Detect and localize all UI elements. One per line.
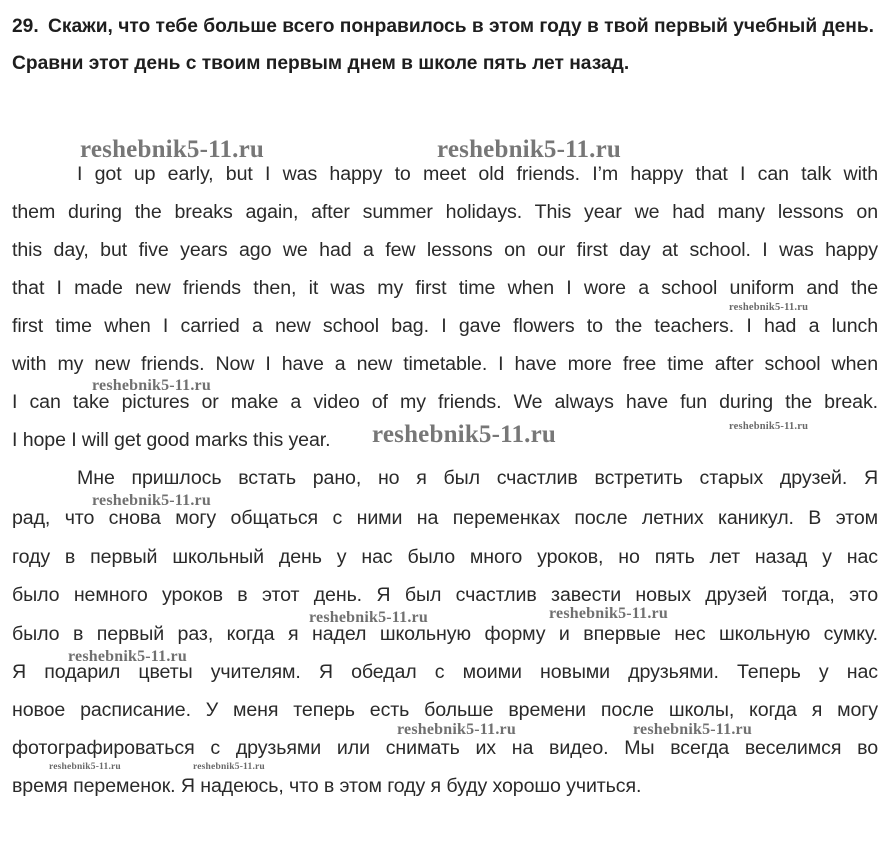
english-line-6: with my new friends. Now I have a new timetable. I have more free time after school when [12, 353, 878, 375]
russian-line-3: году в первый школьный день у нас было много уроков, но пять лет назад у нас [12, 546, 878, 568]
watermark: reshebnik5-11.ru [633, 721, 752, 738]
watermark: reshebnik5-11.ru [549, 605, 668, 622]
watermark: reshebnik5-11.ru [92, 492, 211, 509]
english-line-4: that I made new friends then, it was my first time when I wore a school uniform and the [12, 277, 878, 299]
russian-line-4: было немного уроков в этот день. Я был счастлив завести новых друзей тогда, это [12, 584, 878, 606]
watermark: reshebnik5-11.ru [68, 648, 187, 665]
watermark: reshebnik5-11.ru [437, 136, 622, 163]
russian-line-1: Мне пришлось встать рано, но я был счастлив встретить старых друзей. Я [77, 467, 878, 489]
watermark: reshebnik5-11.ru [372, 421, 557, 448]
watermark: reshebnik5-11.ru [193, 762, 265, 772]
watermark: reshebnik5-11.ru [729, 421, 809, 432]
english-line-7: I can take pictures or make a video of my friends. We always have fun during the break. [12, 391, 878, 413]
russian-line-9: время переменок. Я надеюсь, что в этом году я буду хорошо учиться. [12, 775, 642, 797]
task-heading [12, 8, 880, 82]
russian-line-8: фотографироваться с друзьями или снимать их на видео. Мы всегда веселимся во [12, 737, 878, 759]
watermark: reshebnik5-11.ru [397, 721, 516, 738]
english-line-5: first time when I carried a new school bag. I gave flowers to the teachers. I had a lunch [12, 315, 878, 337]
watermark: reshebnik5-11.ru [49, 762, 121, 772]
russian-line-6: Я подарил цветы учителям. Я обедал с моими новыми друзьями. Теперь у нас [12, 661, 878, 683]
task-number: 29. [12, 16, 39, 37]
watermark: reshebnik5-11.ru [729, 302, 809, 313]
english-line-3: this day, but five years ago we had a few lessons on our first day at school. I was happy [12, 239, 878, 261]
english-line-2: them during the breaks again, after summer holidays. This year we had many lessons on [12, 201, 878, 223]
watermark: reshebnik5-11.ru [80, 136, 265, 163]
russian-line-2: рад, что снова могу общаться с ними на переменках после летних каникул. В этом [12, 507, 878, 529]
russian-line-7: новое расписание. У меня теперь есть больше времени после школы, когда я могу [12, 699, 878, 721]
task-text: Скажи, что тебе больше всего понравилось в этом году в твой первый учебный день. Сравни этот день с твоим первым днем в школе пять лет назад. [12, 16, 875, 74]
english-line-8: I hope I will get good marks this year. [12, 429, 331, 451]
english-line-1: I got up early, but I was happy to meet old friends. I’m happy that I can talk with [77, 163, 878, 185]
russian-line-5: было в первый раз, когда я надел школьную форму и впервые нес школьную сумку. [12, 623, 878, 645]
watermark: reshebnik5-11.ru [92, 377, 211, 394]
watermark: reshebnik5-11.ru [309, 609, 428, 626]
